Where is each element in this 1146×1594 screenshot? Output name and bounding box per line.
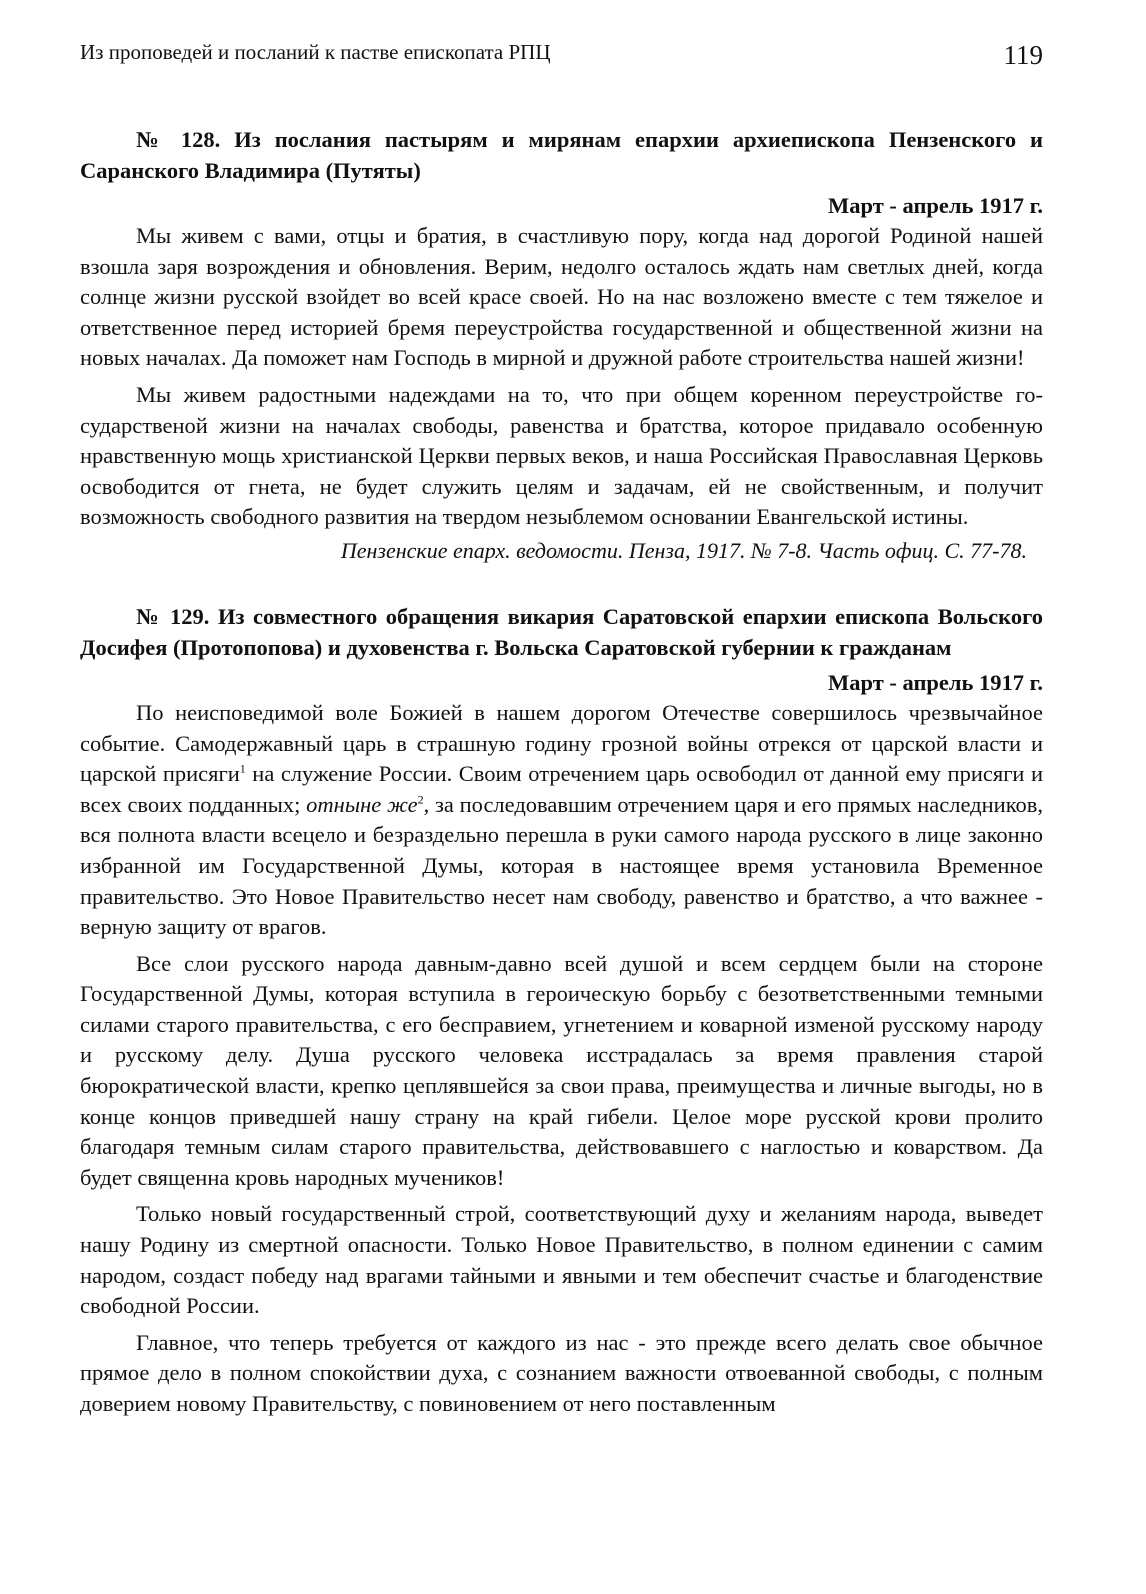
page: [80, 36, 1043, 1420]
document-128-paragraph-2: Мы живем радостными надеждами на то, что при общем коренном переустройстве го-сударственой жизни на началах свободы, равенства и братства, которое придавало особенную нравственную мощь христианской Церкви первых веков, и наша Российская Православная Церковь освободится от гнета, не будет служить целям и задачам, ей не свойственным, и получит возможность свободного развития на твердом незыблемом основании Евангельской истины.: [80, 381, 1043, 530]
running-header: [80, 36, 1043, 76]
document-128-paragraph-1: Мы живем с вами, отцы и братия, в счастливую пору, когда над дорогой Родиной нашей взошла заря возрождения и обновления. Верим, недолго осталось ждать нам светлых дней, когда солнце жизни русской взойдет во всей красе своей. Но на нас возложено вместе с тем тяжелое и ответственное перед историей бремя переустройства государственной и общественной жизни на новых началах. Да поможет нам Господь в мирной и дружной работе строительства нашей жизни!: [80, 223, 1043, 371]
document-129-paragraph-2: Все слои русского народа давным-давно всей душой и всем сердцем были на стороне Государственной Думы, которая вступила в героическую борьбу с безответственными темными силами старого правительства, с его бесправием, угнетением и коварной изменой русскому народу и русскому делу. Душа русского человека исстрадалась за время правления старой бюрократической власти, крепко цеплявшейся за свои права, преимущества и личные выгоды, но в конце концов приведшей нашу страну на край гибели. Целое море русской крови пролито благодаря темным силам старого правительства, действовавшего с наглостью и коварством. Да будет священна кровь народных мучеников!: [80, 950, 1043, 1190]
paragraph-text: , за последовавшим отречением царя и его прямых наследников, вся полнота власти всецело и безраздельно перешла в руки самого народа русского в лице законно избранной им Государственной Думы, которая в настоящее время установила Временное правительство. Это Новое Правительство несет нам свободу, равенство и братство, а что важнее - верную защиту от врагов.: [80, 791, 1043, 940]
document-129: [80, 601, 1043, 1420]
running-title: Из проповедей и посланий к пастве епископата РПЦ: [80, 40, 551, 64]
document-128-date: Март - апрель 1917 г.: [828, 193, 1043, 218]
paragraph-text: на служение России. Своим отречением царь освободил от данной ему присяги и всех своих подданных;: [80, 761, 1044, 817]
document-128-title: № 128. Из послания пастырям и мирянам епархии архиепископа Пензенского и Саранского Владимира (Путяты): [80, 127, 1043, 183]
page-number: 119: [1003, 40, 1043, 70]
document-129-date: Март - апрель 1917 г.: [828, 669, 1043, 695]
footnote-marker-2[interactable]: 2: [417, 792, 424, 807]
document-128-source: Пензенские епарх. ведомости. Пенза, 1917. № 7-8. Часть офиц. С. 77-78.: [340, 537, 1027, 563]
document-129-paragraph-1: [80, 698, 1043, 943]
document-128: [80, 124, 1043, 566]
italic-phrase: отныне же: [306, 791, 418, 817]
footnote-marker-1[interactable]: 1: [239, 761, 246, 776]
paragraph-text: По неисповедимой воле Божией в нашем дорогом Отечестве совершилось чрезвычайное событие. Самодержавный царь в страшную годину грозной войны отрекся от царской власти и царской присяги: [80, 699, 1043, 787]
document-129-title: № 129. Из совместного обращения викария Саратовской епархии епископа Вольского Досифея (Протопопова) и духовенства г. Вольска Саратовской губернии к гражданам: [80, 603, 1043, 660]
document-129-paragraph-4: Главное, что теперь требуется от каждого из нас - это прежде всего делать свое обычное прямое дело в полном спокойствии духа, с сознанием важности отвоеванной свободы, с полным доверием новому Правительству, с повиновением от него поставленным: [80, 1329, 1043, 1416]
document-129-paragraph-3: Только новый государственный строй, соответствующий духу и желаниям народа, выведет нашу Родину из смертной опасности. Только Новое Правительство, в полном единении с самим народом, создаст победу над врагами тайными и явными и тем обеспечит счастье и благоденствие свободной России.: [80, 1201, 1043, 1319]
